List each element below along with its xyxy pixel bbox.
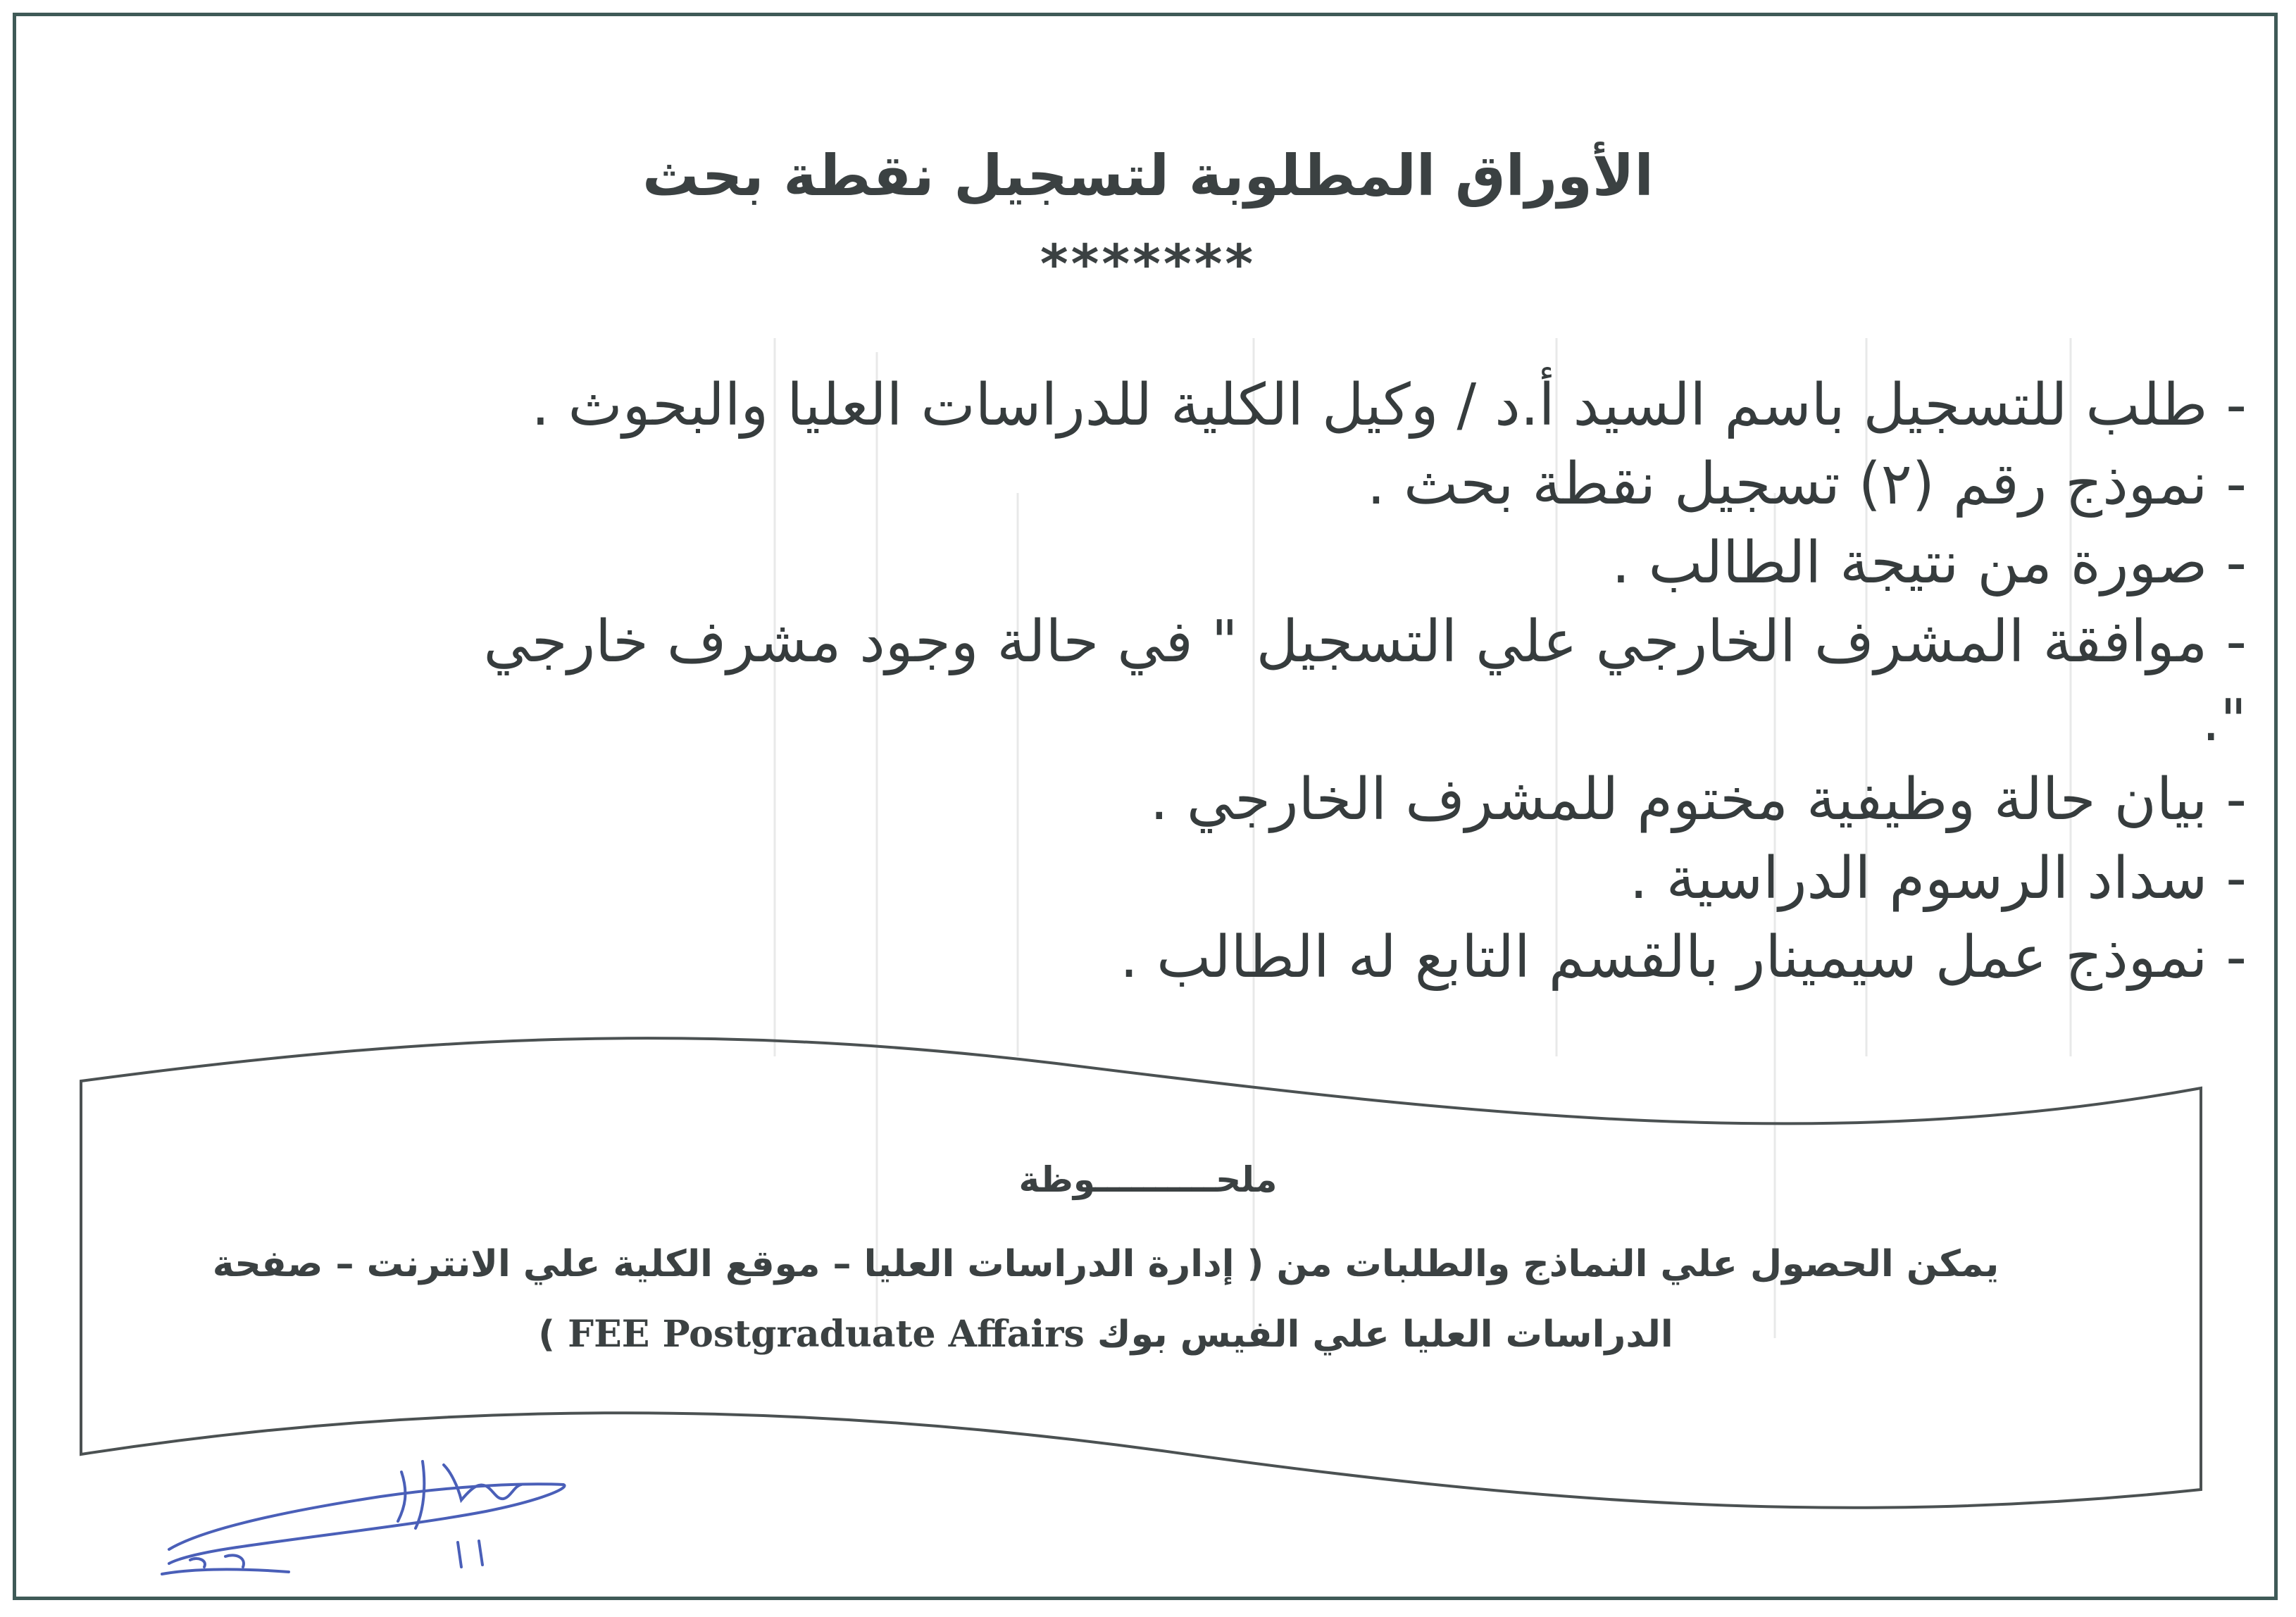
note-title: ملحــــــــــوظة <box>1018 1159 1278 1200</box>
note-body-closing: ) <box>538 1313 568 1356</box>
note-body-arabic: يمكن الحصول علي النماذج والطلبات من ( إدارة الدراسات العليا – موقع الكلية علي الانترنت – صفحة الدراسات العليا علي الفيس بوك <box>212 1243 1999 1356</box>
list-item: - سداد الرسوم الدراسية . <box>1629 845 2247 912</box>
page-title: الأوراق المطلوبة لتسجيل نقطة بحث <box>642 143 1654 208</box>
title-separator: ******* <box>1040 232 1256 295</box>
note-body <box>155 1229 2057 1370</box>
list-item: - بيان حالة وظيفية مختوم للمشرف الخارجي . <box>1149 766 2247 833</box>
list-item: - نموذج رقم (٢) تسجيل نقطة بحث . <box>1366 451 2247 518</box>
list-item: - صورة من نتيجة الطالب . <box>1611 530 2247 597</box>
list-item: - موافقة المشرف الخارجي علي التسجيل " في حالة وجود مشرف خارجي ". <box>483 608 2247 754</box>
handwritten-signature <box>148 1444 585 1585</box>
list-item: - نموذج عمل سيمينار بالقسم التابع له الطالب . <box>1119 924 2247 991</box>
list-item: - طلب للتسجيل باسم السيد أ.د / وكيل الكلية للدراسات العليا والبحوث . <box>531 372 2247 439</box>
note-body-english: FEE Postgraduate Affairs <box>568 1313 1085 1356</box>
